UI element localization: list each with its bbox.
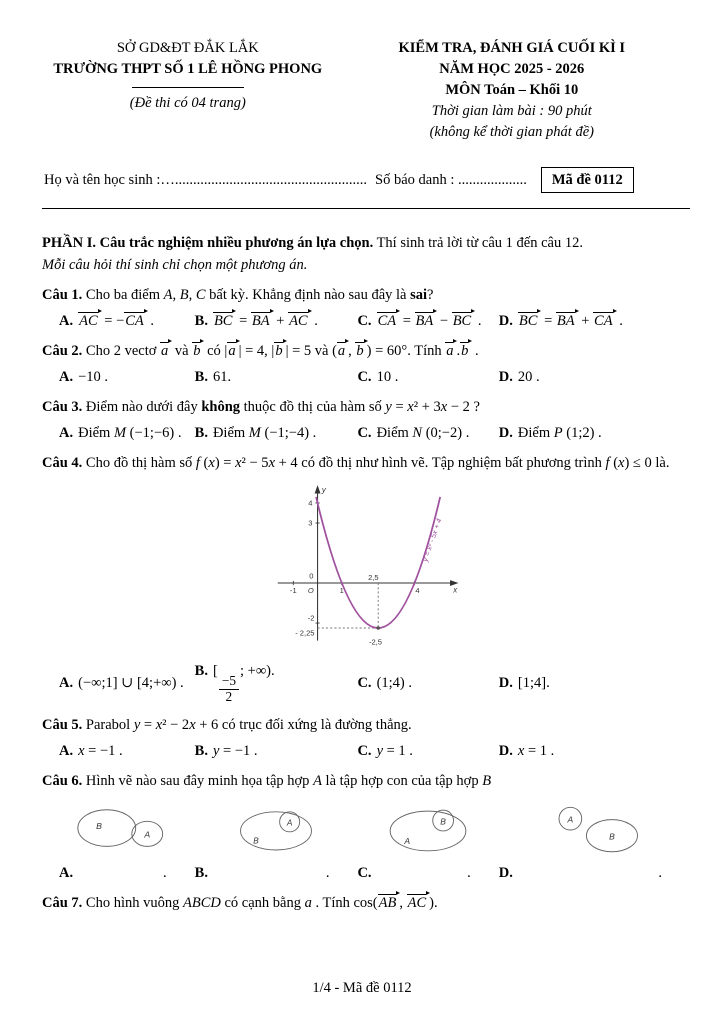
set-a-ellipse bbox=[390, 811, 466, 851]
question-3-text bbox=[42, 397, 690, 417]
school-year: NĂM HỌC 2025 - 2026 bbox=[439, 61, 585, 78]
question-6 bbox=[42, 771, 690, 883]
question-3-label: Câu 3. bbox=[42, 399, 83, 416]
set-b-ellipse bbox=[78, 810, 136, 847]
set-b-label: B bbox=[609, 831, 616, 842]
graph-x-axis-label: x bbox=[453, 585, 458, 595]
graph-ytick-minus2: -2 bbox=[307, 613, 315, 623]
question-4-text bbox=[42, 453, 690, 473]
option-c bbox=[357, 741, 498, 761]
header-underline bbox=[132, 87, 244, 88]
option-text: Điểm M (−1;−4) . bbox=[212, 425, 317, 442]
option-text: BC = BA + AC . bbox=[213, 313, 318, 330]
question-6-options bbox=[42, 863, 690, 883]
option-b bbox=[195, 661, 358, 705]
question-6-body: Hình vẽ nào sau đây minh họa tập hợp A là tập hợp con của tập hợp B bbox=[85, 772, 492, 789]
option-letter: C. bbox=[357, 313, 372, 330]
graph-vertex-label: -2,5 bbox=[368, 637, 382, 647]
option-text: y = 1 . bbox=[376, 742, 413, 759]
graph-origin: O bbox=[307, 585, 314, 595]
option-d bbox=[499, 673, 690, 693]
option-a bbox=[59, 863, 195, 883]
venn-diagrams-row bbox=[42, 801, 690, 859]
option-text: y = −1 . bbox=[212, 742, 258, 759]
set-a-label: A bbox=[404, 836, 411, 847]
question-2-label: Câu 2. bbox=[42, 343, 83, 360]
question-3 bbox=[42, 397, 690, 443]
exam-title: KIỂM TRA, ĐÁNH GIÁ CUỐI KÌ I bbox=[398, 40, 626, 56]
set-b-label: B bbox=[95, 820, 102, 831]
option-d bbox=[499, 863, 690, 883]
option-letter: B. bbox=[194, 864, 208, 881]
parabola-graph bbox=[271, 483, 461, 649]
student-name-label: Họ và tên học sinh :…..................................................... bbox=[44, 172, 368, 189]
option-letter: D. bbox=[498, 864, 513, 881]
venn-d-figure bbox=[542, 801, 646, 859]
venn-option-a bbox=[59, 801, 195, 859]
duration-note: (không kể thời gian phát đề) bbox=[429, 124, 594, 141]
venn-c-figure bbox=[376, 801, 480, 859]
curve-equation-label: y = x² - 5x + 4 bbox=[420, 517, 444, 563]
set-b-label: B bbox=[440, 816, 447, 827]
question-4-options bbox=[42, 661, 690, 705]
option-letter: A. bbox=[59, 369, 74, 386]
venn-b-figure bbox=[226, 801, 326, 859]
header-right-block bbox=[334, 38, 690, 143]
question-2-options bbox=[42, 367, 690, 387]
option-c bbox=[357, 311, 498, 331]
venn-option-c bbox=[357, 801, 498, 859]
option-letter: B. bbox=[194, 663, 208, 680]
graph-xtick-4: 4 bbox=[415, 585, 420, 595]
exam-code-box: Mã đề 0112 bbox=[541, 167, 634, 193]
option-d bbox=[499, 367, 690, 387]
question-4-label: Câu 4. bbox=[42, 455, 83, 472]
page-footer: 1/4 - Mã đề 0112 bbox=[312, 980, 412, 996]
graph-ytick-3: 3 bbox=[308, 518, 313, 528]
graph-xtick-1: 1 bbox=[339, 585, 344, 595]
y-axis-arrow-icon bbox=[315, 485, 321, 493]
set-b-ellipse bbox=[241, 812, 312, 850]
option-b bbox=[195, 741, 358, 761]
set-a-label: A bbox=[567, 814, 574, 825]
option-text: Điểm N (0;−2) . bbox=[376, 425, 470, 442]
exam-header bbox=[42, 38, 690, 143]
option-a bbox=[59, 367, 195, 387]
question-7 bbox=[42, 893, 690, 913]
question-4-body: Cho đồ thị hàm số f (x) = x² − 5x + 4 có đồ thị như hình vẽ. Tập nghiệm bất phương trình f (x) ≤ 0 là. bbox=[85, 455, 670, 472]
question-3-body: Điểm nào dưới đây không thuộc đồ thị của hàm số y = x² + 3x − 2 ? bbox=[85, 399, 480, 416]
option-d bbox=[499, 423, 690, 443]
option-letter: D. bbox=[498, 369, 513, 386]
option-text: x = −1 . bbox=[78, 742, 123, 759]
option-letter: A. bbox=[59, 425, 74, 442]
option-text: 20 . bbox=[517, 369, 540, 386]
option-text: AC = −CA . bbox=[79, 313, 155, 330]
question-1-label: Câu 1. bbox=[42, 287, 83, 304]
option-letter: D. bbox=[498, 313, 513, 330]
part1-subheading: Mỗi câu hỏi thí sinh chỉ chọn một phương án. bbox=[42, 257, 308, 274]
question-4 bbox=[42, 453, 690, 705]
question-5-label: Câu 5. bbox=[42, 716, 83, 733]
duration-line: Thời gian làm bài : 90 phút bbox=[431, 103, 592, 120]
part1-heading-rest: Thí sinh trả lời từ câu 1 đến câu 12. bbox=[373, 235, 583, 252]
option-b bbox=[195, 423, 358, 443]
venn-a-figure bbox=[74, 801, 180, 859]
school-name: TRƯỜNG THPT SỐ 1 LÊ HỒNG PHONG bbox=[53, 61, 323, 78]
set-b-label: B bbox=[253, 836, 259, 846]
option-letter: A. bbox=[59, 675, 74, 692]
graph-y-axis-label: y bbox=[321, 485, 326, 495]
venn-option-b bbox=[195, 801, 358, 859]
question-2-text bbox=[42, 341, 690, 361]
student-info-row bbox=[42, 167, 690, 193]
option-text: Điểm M (−1;−6) . bbox=[78, 425, 182, 442]
option-letter: C. bbox=[357, 369, 372, 386]
option-a bbox=[59, 673, 195, 693]
option-letter: B. bbox=[194, 313, 208, 330]
figure-period: . bbox=[658, 864, 662, 881]
option-c bbox=[357, 367, 498, 387]
graph-zero: 0 bbox=[309, 571, 314, 581]
option-text: 61. bbox=[212, 369, 232, 386]
option-letter: C. bbox=[357, 425, 372, 442]
question-6-label: Câu 6. bbox=[42, 772, 83, 789]
option-d bbox=[499, 741, 690, 761]
option-letter: A. bbox=[59, 742, 74, 759]
part1-heading-bold: PHẦN I. Câu trắc nghiệm nhiều phương án lựa chọn. bbox=[42, 235, 374, 252]
option-d bbox=[499, 311, 690, 331]
option-text: [ $\frac{-5}{2}$ ; +∞). bbox=[212, 663, 275, 705]
figure-period: . bbox=[163, 864, 167, 881]
vertex-point bbox=[376, 626, 380, 630]
option-letter: C. bbox=[357, 742, 372, 759]
option-a bbox=[59, 423, 195, 443]
graph-vertex-y: - 2,25 bbox=[295, 628, 315, 638]
option-text: (1;4) . bbox=[376, 675, 412, 692]
department-name: SỞ GD&ĐT ĐẮK LẮK bbox=[116, 40, 259, 56]
question-5-text bbox=[42, 715, 690, 735]
figure-period: . bbox=[467, 864, 471, 881]
option-letter: D. bbox=[498, 425, 513, 442]
option-text: BC = BA + CA . bbox=[518, 313, 623, 330]
option-text: [1;4]. bbox=[517, 675, 550, 692]
subject-line: MÔN Toán – Khối 10 bbox=[445, 82, 579, 99]
question-5-body: Parabol y = x² − 2x + 6 có trục đối xứng là đường thẳng. bbox=[85, 716, 412, 733]
graph-vertex-x: 2,5 bbox=[368, 573, 379, 583]
option-c bbox=[357, 863, 498, 883]
set-a-label: A bbox=[286, 818, 293, 828]
option-letter: B. bbox=[194, 369, 208, 386]
page-count-note: (Đề thi có 04 trang) bbox=[129, 95, 246, 112]
graph-ytick-4: 4 bbox=[308, 498, 313, 508]
parabola-figure bbox=[42, 483, 690, 655]
question-5-options bbox=[42, 741, 690, 761]
header-divider bbox=[42, 208, 690, 209]
student-id-label: Số báo danh : ................... bbox=[375, 172, 527, 189]
graph-xtick-minus1: -1 bbox=[289, 585, 297, 595]
question-1-body: Cho ba điểm A, B, C bất kỳ. Khẳng định nào sau đây là sai? bbox=[85, 287, 434, 304]
option-letter: B. bbox=[194, 425, 208, 442]
header-left-block bbox=[42, 38, 334, 143]
figure-period: . bbox=[325, 864, 330, 881]
option-a bbox=[59, 311, 195, 331]
option-b bbox=[195, 367, 358, 387]
question-7-body: Cho hình vuông ABCD có cạnh bằng a . Tính cos(AB , AC ). bbox=[85, 894, 438, 911]
option-b bbox=[195, 863, 358, 883]
question-2-body: Cho 2 vectơ a và b có |a | = 4, |b | = 5 và (a , b ) = 60°. Tính a .b . bbox=[85, 343, 479, 360]
option-letter: D. bbox=[498, 742, 513, 759]
option-letter: A. bbox=[59, 864, 74, 881]
question-7-label: Câu 7. bbox=[42, 894, 83, 911]
option-text: −10 . bbox=[78, 369, 109, 386]
option-text: 10 . bbox=[376, 369, 399, 386]
question-2 bbox=[42, 341, 690, 387]
option-text: x = 1 . bbox=[517, 742, 555, 759]
option-text: CA = BA − BC . bbox=[377, 313, 482, 330]
question-1-text bbox=[42, 285, 690, 305]
option-c bbox=[357, 673, 498, 693]
option-letter: C. bbox=[357, 675, 372, 692]
question-1 bbox=[42, 285, 690, 331]
option-text: (−∞;1] ∪ [4;+∞) . bbox=[78, 675, 184, 692]
option-b bbox=[195, 311, 358, 331]
question-7-text bbox=[42, 893, 690, 913]
option-a bbox=[59, 741, 195, 761]
question-3-options bbox=[42, 423, 690, 443]
option-letter: B. bbox=[194, 742, 208, 759]
option-c bbox=[357, 423, 498, 443]
set-a-label: A bbox=[144, 829, 150, 840]
question-6-text bbox=[42, 771, 690, 791]
option-text: Điểm P (1;2) . bbox=[517, 425, 602, 442]
option-letter: D. bbox=[498, 675, 513, 692]
option-letter: C. bbox=[357, 864, 372, 881]
option-letter: A. bbox=[59, 313, 74, 330]
question-5 bbox=[42, 715, 690, 761]
venn-option-d bbox=[499, 801, 690, 859]
question-1-options bbox=[42, 311, 690, 331]
part1-heading bbox=[42, 233, 690, 253]
